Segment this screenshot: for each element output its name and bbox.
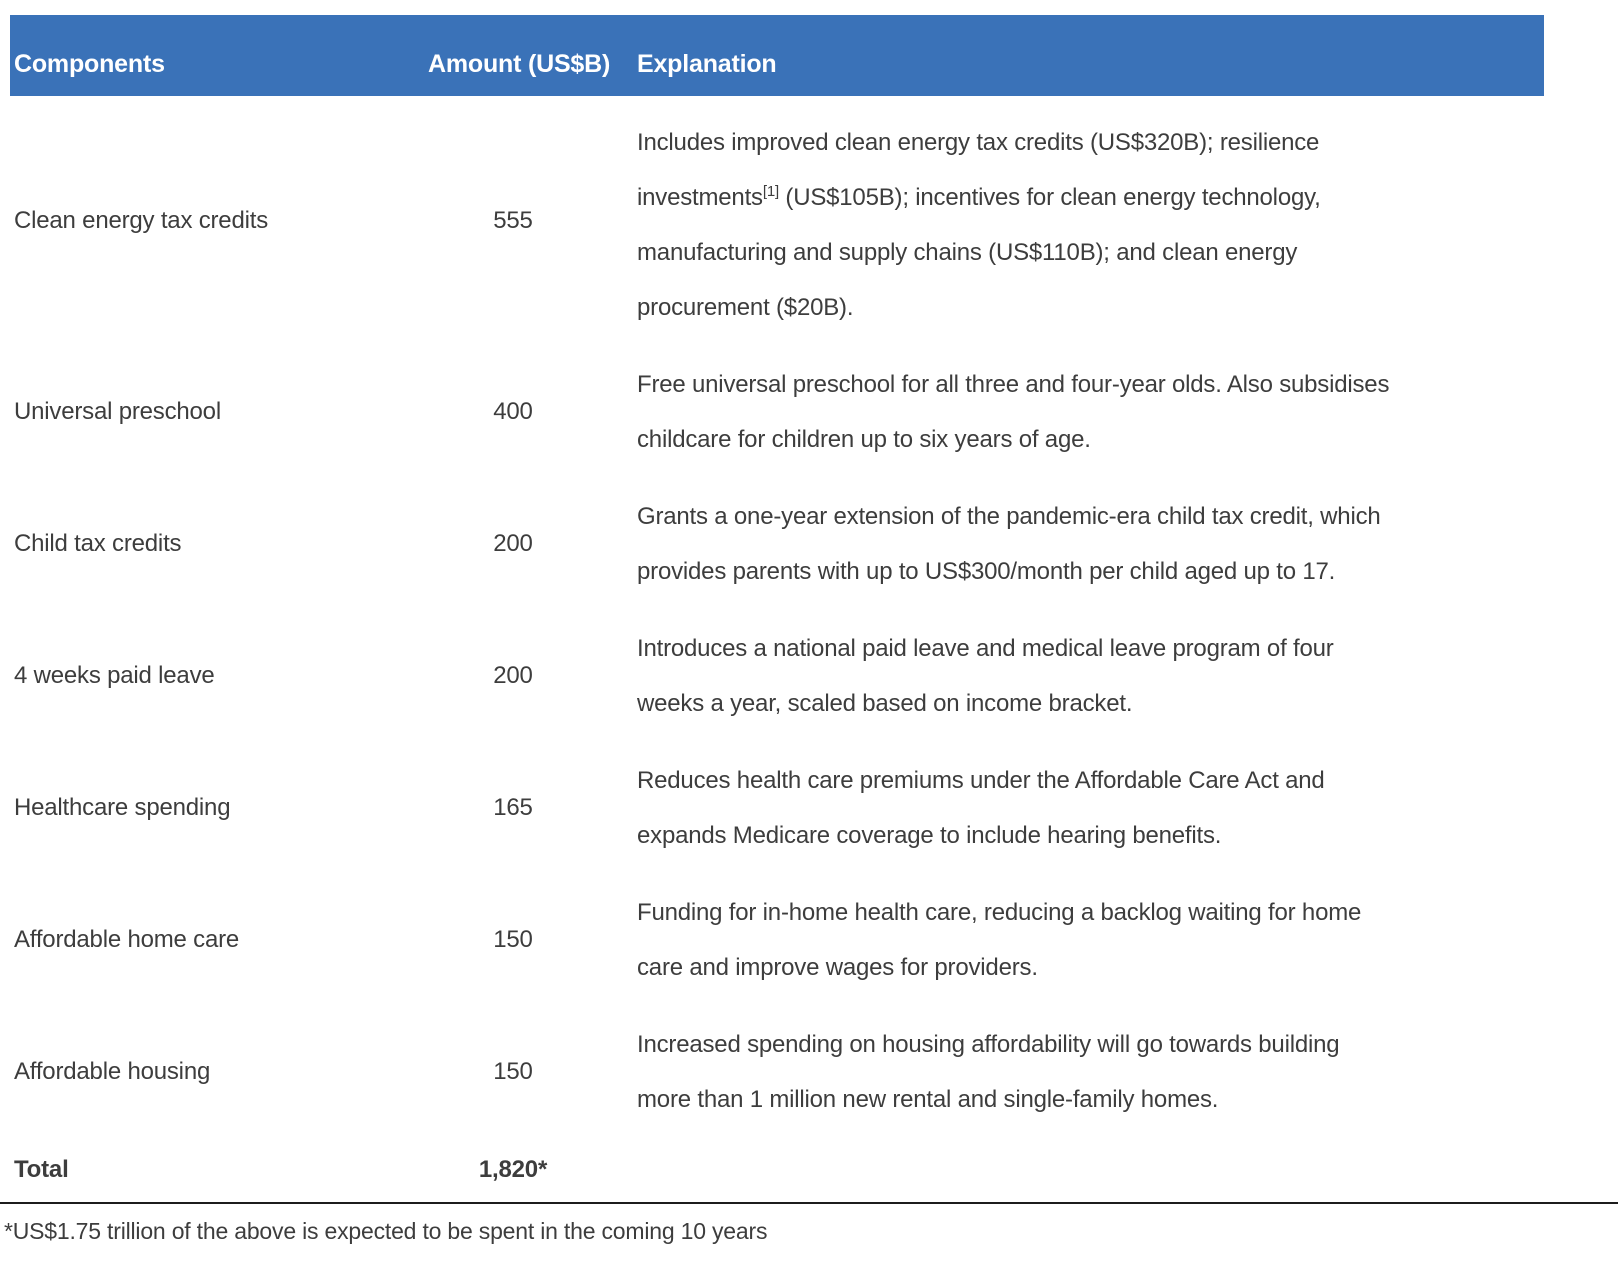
component-cell: Child tax credits	[14, 530, 182, 557]
table-row	[10, 742, 1544, 874]
amount-cell: 150	[493, 926, 533, 953]
amount-cell: 200	[493, 662, 533, 689]
budget-table	[4, 15, 1544, 1246]
explanation-cell	[625, 478, 1544, 610]
column-header-explanation: Explanation	[637, 50, 777, 78]
explanation-text: investments	[637, 184, 763, 211]
explanation-line: expands Medicare coverage to include hearing benefits.	[637, 822, 1222, 849]
total-row	[10, 1138, 1544, 1202]
explanation-cell	[625, 742, 1544, 874]
explanation-line	[637, 170, 1536, 225]
amount-cell: 555	[493, 207, 533, 234]
explanation-line: more than 1 million new rental and single-family homes.	[637, 1086, 1219, 1113]
component-cell: Clean energy tax credits	[14, 207, 268, 234]
table-row	[10, 874, 1544, 1006]
explanation-line: Funding for in-home health care, reducing a backlog waiting for home	[637, 899, 1362, 926]
explanation-line: Free universal preschool for all three and four-year olds. Also subsidises	[637, 371, 1390, 398]
explanation-line: Introduces a national paid leave and medical leave program of four	[637, 635, 1334, 662]
explanation-line: Increased spending on housing affordability will go towards building	[637, 1031, 1340, 1058]
explanation-line: Reduces health care premiums under the Affordable Care Act and	[637, 767, 1325, 794]
amount-cell: 150	[493, 1058, 533, 1085]
explanation-line: Grants a one-year extension of the pandemic-era child tax credit, which	[637, 503, 1381, 530]
table-row	[10, 478, 1544, 610]
component-cell: 4 weeks paid leave	[14, 662, 215, 689]
amount-cell: 165	[493, 794, 533, 821]
explanation-line: manufacturing and supply chains (US$110B); and clean energy	[637, 239, 1298, 266]
table-row	[10, 1006, 1544, 1138]
explanation-line: childcare for children up to six years of age.	[637, 426, 1091, 453]
explanation-cell	[625, 346, 1544, 478]
explanation-cell	[625, 874, 1544, 1006]
column-header-amount: Amount (US$B)	[428, 50, 611, 78]
explanation-cell	[625, 610, 1544, 742]
explanation-line: provides parents with up to US$300/month per child aged up to 17.	[637, 558, 1336, 585]
explanation-line: procurement ($20B).	[637, 294, 854, 321]
explanation-cell	[625, 1006, 1544, 1138]
component-cell: Affordable home care	[14, 926, 240, 953]
explanation-line: weeks a year, scaled based on income bracket.	[637, 690, 1133, 717]
explanation-text: (US$105B); incentives for clean energy technology,	[778, 184, 1321, 211]
table-header-row	[10, 15, 1544, 96]
explanation-line: care and improve wages for providers.	[637, 954, 1038, 981]
column-header-components: Components	[14, 50, 165, 78]
footnote-superscript: [1]	[762, 183, 779, 200]
component-cell: Affordable housing	[14, 1058, 211, 1085]
amount-cell: 400	[493, 398, 533, 425]
table-bottom-rule	[0, 1202, 1618, 1204]
footnote: *US$1.75 trillion of the above is expected to be spent in the coming 10 years	[4, 1218, 768, 1244]
amount-cell: 200	[493, 530, 533, 557]
component-cell: Healthcare spending	[14, 794, 231, 821]
total-label: Total	[14, 1156, 69, 1183]
component-cell: Universal preschool	[14, 398, 221, 425]
table-row	[10, 96, 1544, 346]
table-row	[10, 346, 1544, 478]
total-amount: 1,820*	[478, 1156, 548, 1183]
explanation-line: Includes improved clean energy tax credits (US$320B); resilience	[637, 129, 1320, 156]
explanation-cell	[625, 96, 1544, 346]
table-row	[10, 610, 1544, 742]
